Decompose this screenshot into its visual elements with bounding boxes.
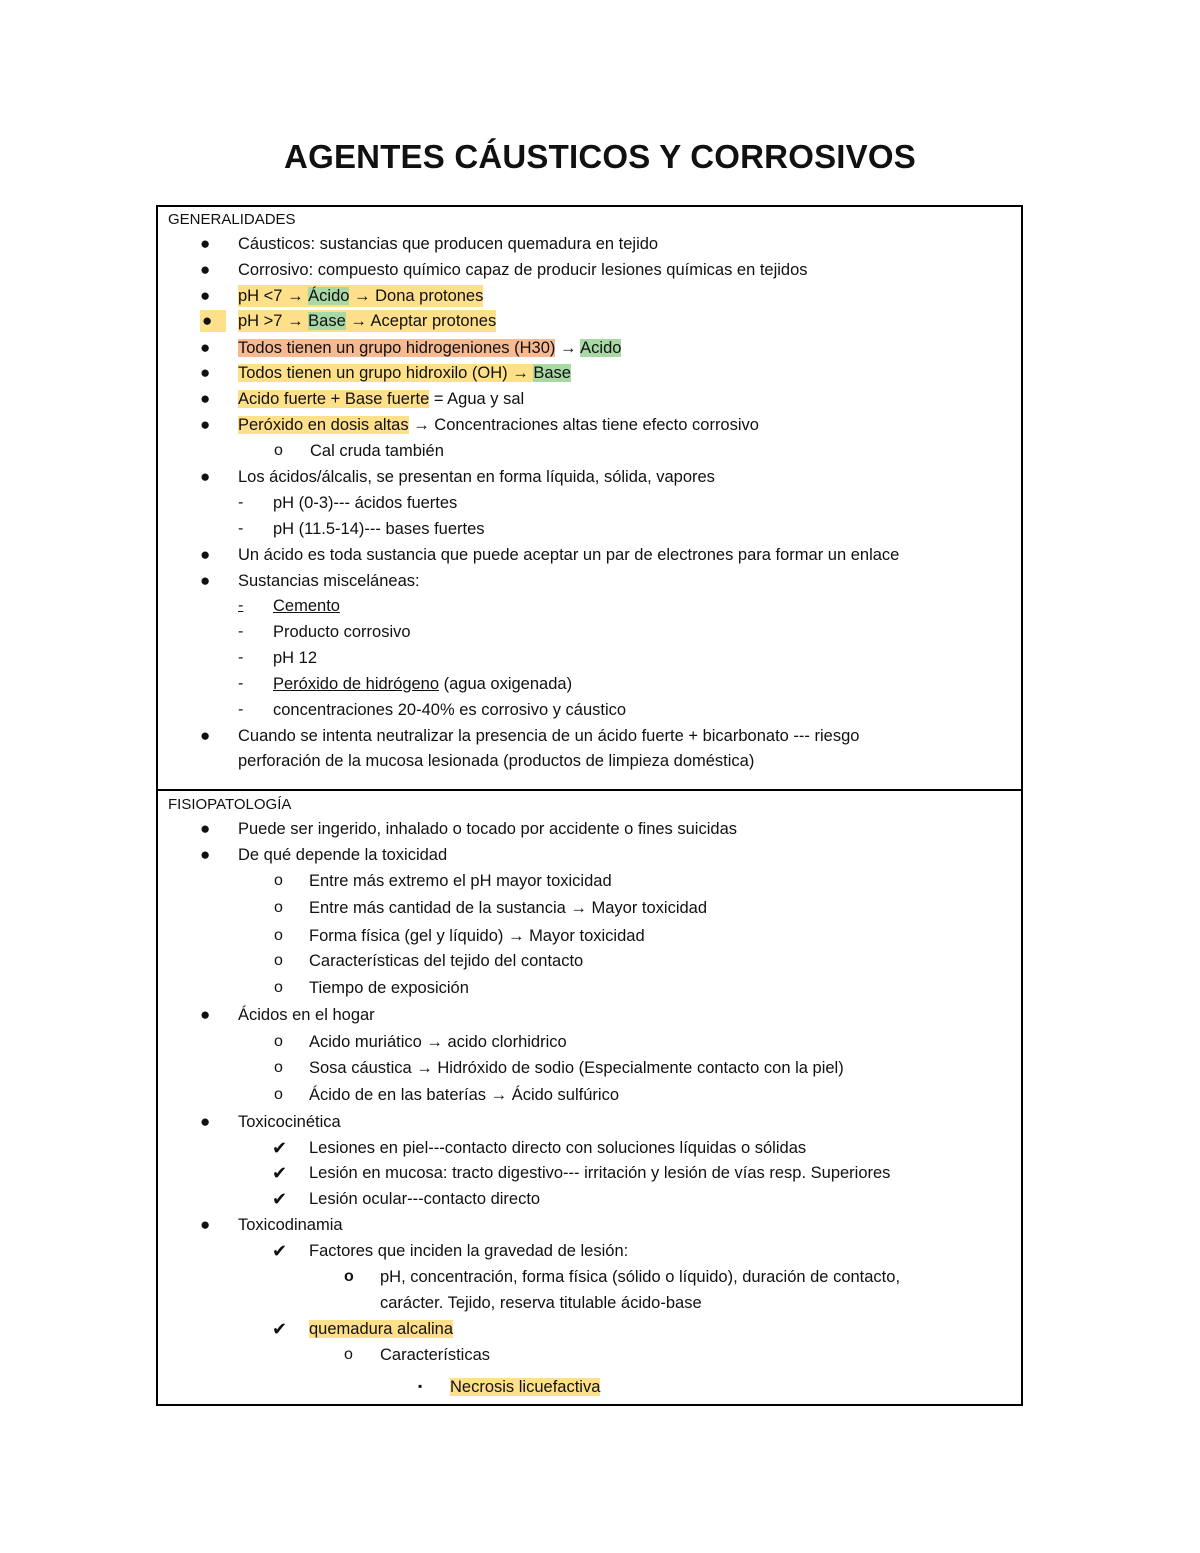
document-title: AGENTES CÁUSTICOS Y CORROSIVOS: [284, 138, 916, 175]
list-item: Toxicocinética: [238, 1113, 341, 1131]
check-icon: ✔: [272, 1241, 288, 1261]
list-item: Factores que inciden la gravedad de lesión:: [309, 1242, 629, 1260]
check-icon: ✔: [272, 1138, 288, 1158]
list-item: Tiempo de exposición: [309, 979, 469, 997]
list-item: Cal cruda también: [310, 442, 444, 460]
bullet-icon: ●: [200, 571, 211, 590]
check-icon: ✔: [272, 1163, 288, 1183]
list-item: [450, 1376, 600, 1398]
bullet-icon: ●: [200, 467, 211, 486]
list-item: [309, 1318, 453, 1340]
circle-marker-icon: o: [274, 1033, 283, 1050]
list-item: Corrosivo: compuesto químico capaz de producir lesiones químicas en tejidos: [238, 261, 808, 279]
section-heading: GENERALIDADES: [168, 211, 296, 228]
list-item: Todos tienen un grupo hidrogeniones (H30) → Acido: [238, 339, 622, 357]
bullet-icon: ●: [200, 363, 211, 382]
highlight-green: Base: [533, 364, 571, 382]
dash-marker-icon: -: [238, 649, 244, 666]
bullet-icon: ●: [200, 545, 211, 564]
dash-marker-icon: -: [238, 701, 244, 718]
list-item: pH >7 → Base → Aceptar protones: [238, 312, 497, 330]
list-item: Acido fuerte + Base fuerte = Agua y sal: [238, 390, 525, 408]
list-item: Peróxido de hidrógeno (agua oxigenada): [273, 675, 573, 693]
list-item: Lesiones en piel---contacto directo con soluciones líquidas o sólidas: [309, 1139, 807, 1157]
highlight-green: Ácido: [308, 287, 350, 305]
bullet-icon: ●: [200, 310, 226, 332]
list-item: Características: [380, 1346, 491, 1364]
list-item: Cáusticos: sustancias que producen quemadura en tejido: [238, 235, 659, 253]
bullet-icon: ●: [200, 415, 211, 434]
bullet-icon: ●: [200, 389, 211, 408]
list-item: concentraciones 20-40% es corrosivo y cáustico: [273, 701, 627, 719]
list-item: pH (0-3)--- ácidos fuertes: [273, 494, 458, 512]
list-item: Entre más cantidad de la sustancia → Mayor toxicidad: [309, 899, 708, 917]
list-item: Forma física (gel y líquido) → Mayor toxicidad: [309, 927, 645, 945]
bullet-icon: ●: [200, 234, 211, 253]
highlight-orange: Todos tienen un grupo hidrogeniones (H30): [238, 339, 556, 357]
dash-marker-icon: -: [238, 675, 244, 692]
list-item: pH 12: [273, 649, 318, 667]
highlight-green: Base: [308, 312, 346, 330]
bullet-icon: ●: [200, 1112, 211, 1131]
check-icon: ✔: [272, 1189, 288, 1209]
bullet-icon: ●: [200, 845, 211, 864]
highlight-green: Acido: [580, 339, 622, 357]
section-heading: FISIOPATOLOGÍA: [168, 796, 292, 813]
highlight-yellow: Necrosis licuefactiva: [450, 1378, 601, 1396]
dash-marker-icon: -: [238, 623, 244, 640]
list-item: Puede ser ingerido, inhalado o tocado por accidente o fines suicidas: [238, 820, 737, 838]
list-item: pH (11.5-14)--- bases fuertes: [273, 520, 485, 538]
generalidades-section: [156, 205, 1023, 791]
list-item: Toxicodinamia: [238, 1216, 343, 1234]
list-item: Cuando se intenta neutralizar la presencia de un ácido fuerte + bicarbonato --- riesgo: [238, 727, 860, 745]
circle-marker-icon: o: [274, 927, 283, 944]
list-item: Ácidos en el hogar: [238, 1006, 375, 1024]
list-item: pH, concentración, forma física (sólido o líquido), duración de contacto,: [380, 1268, 901, 1286]
bullet-icon: ●: [200, 1215, 211, 1234]
dash-marker-icon: -: [238, 597, 244, 614]
circle-marker-icon: o: [274, 1059, 283, 1076]
list-item: Lesión ocular---contacto directo: [309, 1190, 541, 1208]
dash-marker-icon: -: [238, 494, 244, 511]
highlight-yellow: Peróxido en dosis altas: [238, 416, 409, 434]
bullet-icon: ●: [200, 286, 211, 305]
list-item: Los ácidos/álcalis, se presentan en forma líquida, sólida, vapores: [238, 468, 715, 486]
list-item: Sustancias misceláneas:: [238, 572, 420, 590]
circle-marker-icon: o: [274, 899, 283, 916]
list-item: Peróxido en dosis altas → Concentraciones altas tiene efecto corrosivo: [238, 416, 759, 434]
list-item: Entre más extremo el pH mayor toxicidad: [309, 872, 612, 890]
circle-marker-icon: o: [344, 1268, 354, 1285]
circle-marker-icon: o: [274, 979, 283, 996]
circle-marker-icon: o: [274, 442, 283, 459]
highlight-yellow: Todos tienen un grupo hidroxilo (OH) →: [238, 364, 534, 382]
square-marker-icon: ▪: [418, 1379, 423, 1393]
circle-marker-icon: o: [274, 1086, 283, 1103]
list-item: Ácido de en las baterías → Ácido sulfúrico: [309, 1086, 619, 1104]
bullet-icon: ●: [200, 1005, 211, 1024]
list-item: Lesión en mucosa: tracto digestivo--- irritación y lesión de vías resp. Superiores: [309, 1164, 891, 1182]
circle-marker-icon: o: [274, 872, 283, 889]
highlight-yellow: quemadura alcalina: [309, 1320, 454, 1338]
circle-marker-icon: o: [274, 952, 283, 969]
list-item: De qué depende la toxicidad: [238, 846, 448, 864]
list-item: Producto corrosivo: [273, 623, 411, 641]
circle-marker-icon: o: [344, 1346, 353, 1363]
list-item-continuation: perforación de la mucosa lesionada (productos de limpieza doméstica): [238, 752, 755, 770]
list-item: Cemento: [273, 597, 340, 615]
dash-marker-icon: -: [238, 520, 244, 537]
list-item: [238, 362, 571, 384]
bullet-icon: ●: [200, 819, 211, 838]
list-item: Acido muriático → acido clorhidrico: [309, 1033, 567, 1051]
list-item: Características del tejido del contacto: [309, 952, 584, 970]
bullet-icon: ●: [200, 260, 211, 279]
list-item: Sosa cáustica → Hidróxido de sodio (Especialmente contacto con la piel): [309, 1059, 844, 1077]
list-item: pH <7 → Ácido → Dona protones: [238, 287, 484, 305]
bullet-icon: ●: [200, 338, 211, 357]
highlight-yellow: Acido fuerte + Base fuerte: [238, 390, 430, 408]
check-icon: ✔: [272, 1319, 288, 1339]
fisiopatologia-section: [156, 789, 1023, 1406]
bullet-icon: ●: [200, 726, 211, 745]
list-item: Un ácido es toda sustancia que puede aceptar un par de electrones para formar un enlace: [238, 546, 900, 564]
list-item-continuation: carácter. Tejido, reserva titulable ácido-base: [380, 1294, 702, 1312]
